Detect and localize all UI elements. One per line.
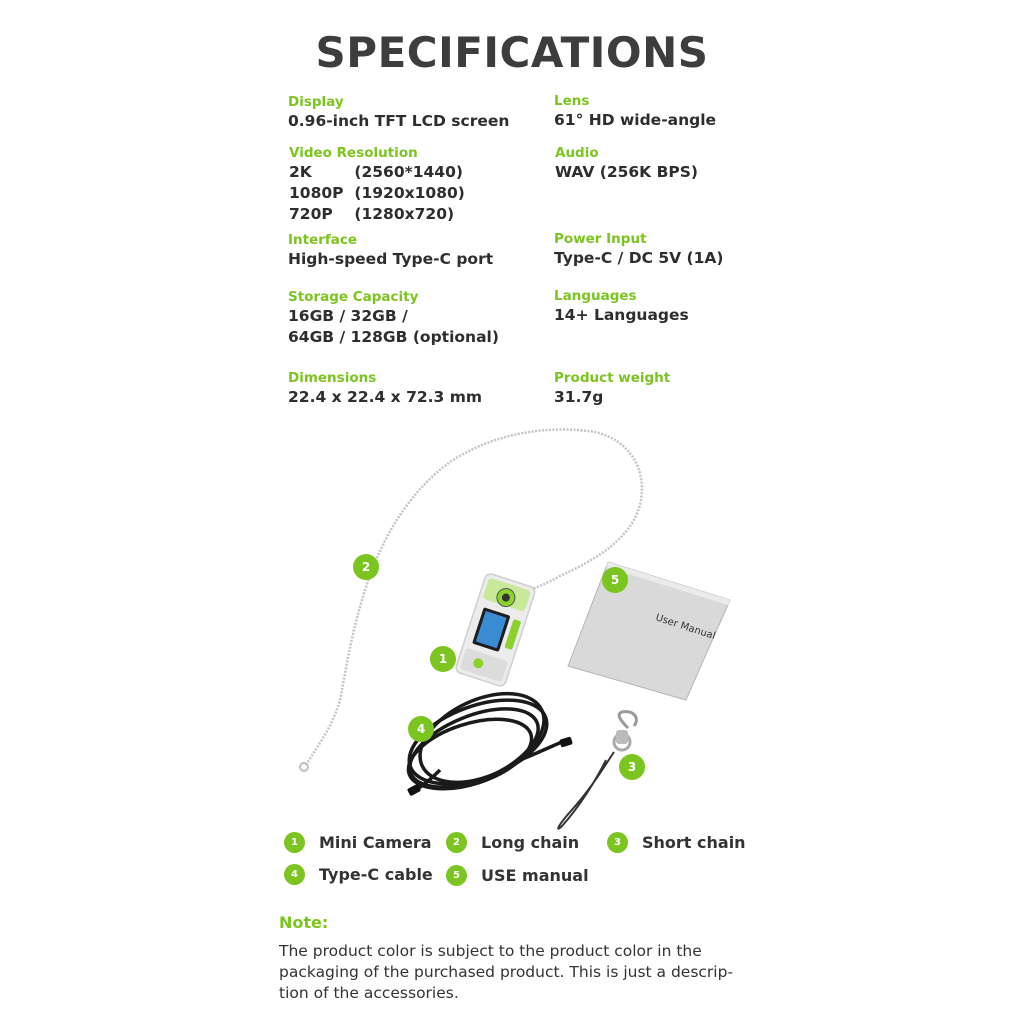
spec-value: WAV (256K BPS) (555, 163, 699, 181)
legend-badge: 1 (284, 832, 305, 853)
spec-value: 14+ Languages (554, 306, 689, 324)
spec-label: Audio (555, 145, 599, 161)
accessory-badge-4: 4 (408, 716, 434, 742)
legend-label: Long chain (481, 833, 580, 852)
spec-label: Display (288, 94, 344, 110)
legend-badge: 3 (607, 832, 628, 853)
legend-item (446, 865, 589, 886)
manual-cover-text: User Manual (654, 612, 717, 643)
legend-badge: 5 (446, 865, 467, 886)
legend-label: Mini Camera (319, 833, 432, 852)
note-title: Note: (279, 913, 329, 932)
resolution-name: 720P (289, 205, 333, 223)
spec-value: 31.7g (554, 388, 604, 406)
spec-value: 61° HD wide-angle (554, 111, 717, 129)
resolution-name: 1080P (289, 184, 344, 202)
legend-item (446, 832, 579, 853)
mini-camera-graphic (455, 572, 537, 687)
spec-label: Product weight (554, 370, 671, 386)
chain-ring (300, 763, 308, 771)
spec-label: Lens (554, 93, 590, 109)
spec-value: 22.4 x 22.4 x 72.3 mm (288, 388, 483, 406)
legend-item (607, 832, 746, 853)
spec-value-line2: 64GB / 128GB (optional) (288, 328, 499, 346)
legend-badge: 4 (284, 864, 305, 885)
accessory-badge-1: 1 (430, 646, 456, 672)
spec-value: 0.96-inch TFT LCD screen (288, 112, 510, 130)
spec-label: Interface (288, 232, 358, 248)
spec-label: Storage Capacity (288, 289, 419, 305)
resolution-name: 2K (289, 163, 312, 181)
legend-label: Type-C cable (319, 865, 433, 884)
resolution-value: (1920x1080) (354, 184, 465, 202)
resolution-value: (1280x720) (354, 205, 455, 223)
legend-label: USE manual (481, 866, 589, 885)
spec-label: Video Resolution (289, 145, 418, 161)
spec-label: Languages (554, 288, 637, 304)
accessory-badge-5: 5 (602, 567, 628, 593)
legend-label: Short chain (642, 833, 746, 852)
note-line: packaging of the purchased product. This is just a descrip- (279, 963, 734, 981)
legend-item (284, 864, 433, 885)
note-line: tion of the accessories. (279, 984, 459, 1002)
legend-badge: 2 (446, 832, 467, 853)
spec-value: Type-C / DC 5V (1A) (554, 249, 724, 267)
legend-item (284, 832, 432, 853)
spec-label: Power Input (554, 231, 647, 247)
spec-label: Dimensions (288, 370, 377, 386)
accessory-badge-3: 3 (619, 754, 645, 780)
spec-value: High-speed Type-C port (288, 250, 494, 268)
spec-value-line1: 16GB / 32GB / (288, 307, 408, 325)
resolution-value: (2560*1440) (354, 163, 463, 181)
user-manual-graphic (568, 562, 730, 700)
cable-connector-a (559, 736, 573, 747)
accessory-badge-2: 2 (353, 554, 379, 580)
page-title: SPECIFICATIONS (315, 28, 709, 77)
note-line: The product color is subject to the product color in the (279, 942, 702, 960)
